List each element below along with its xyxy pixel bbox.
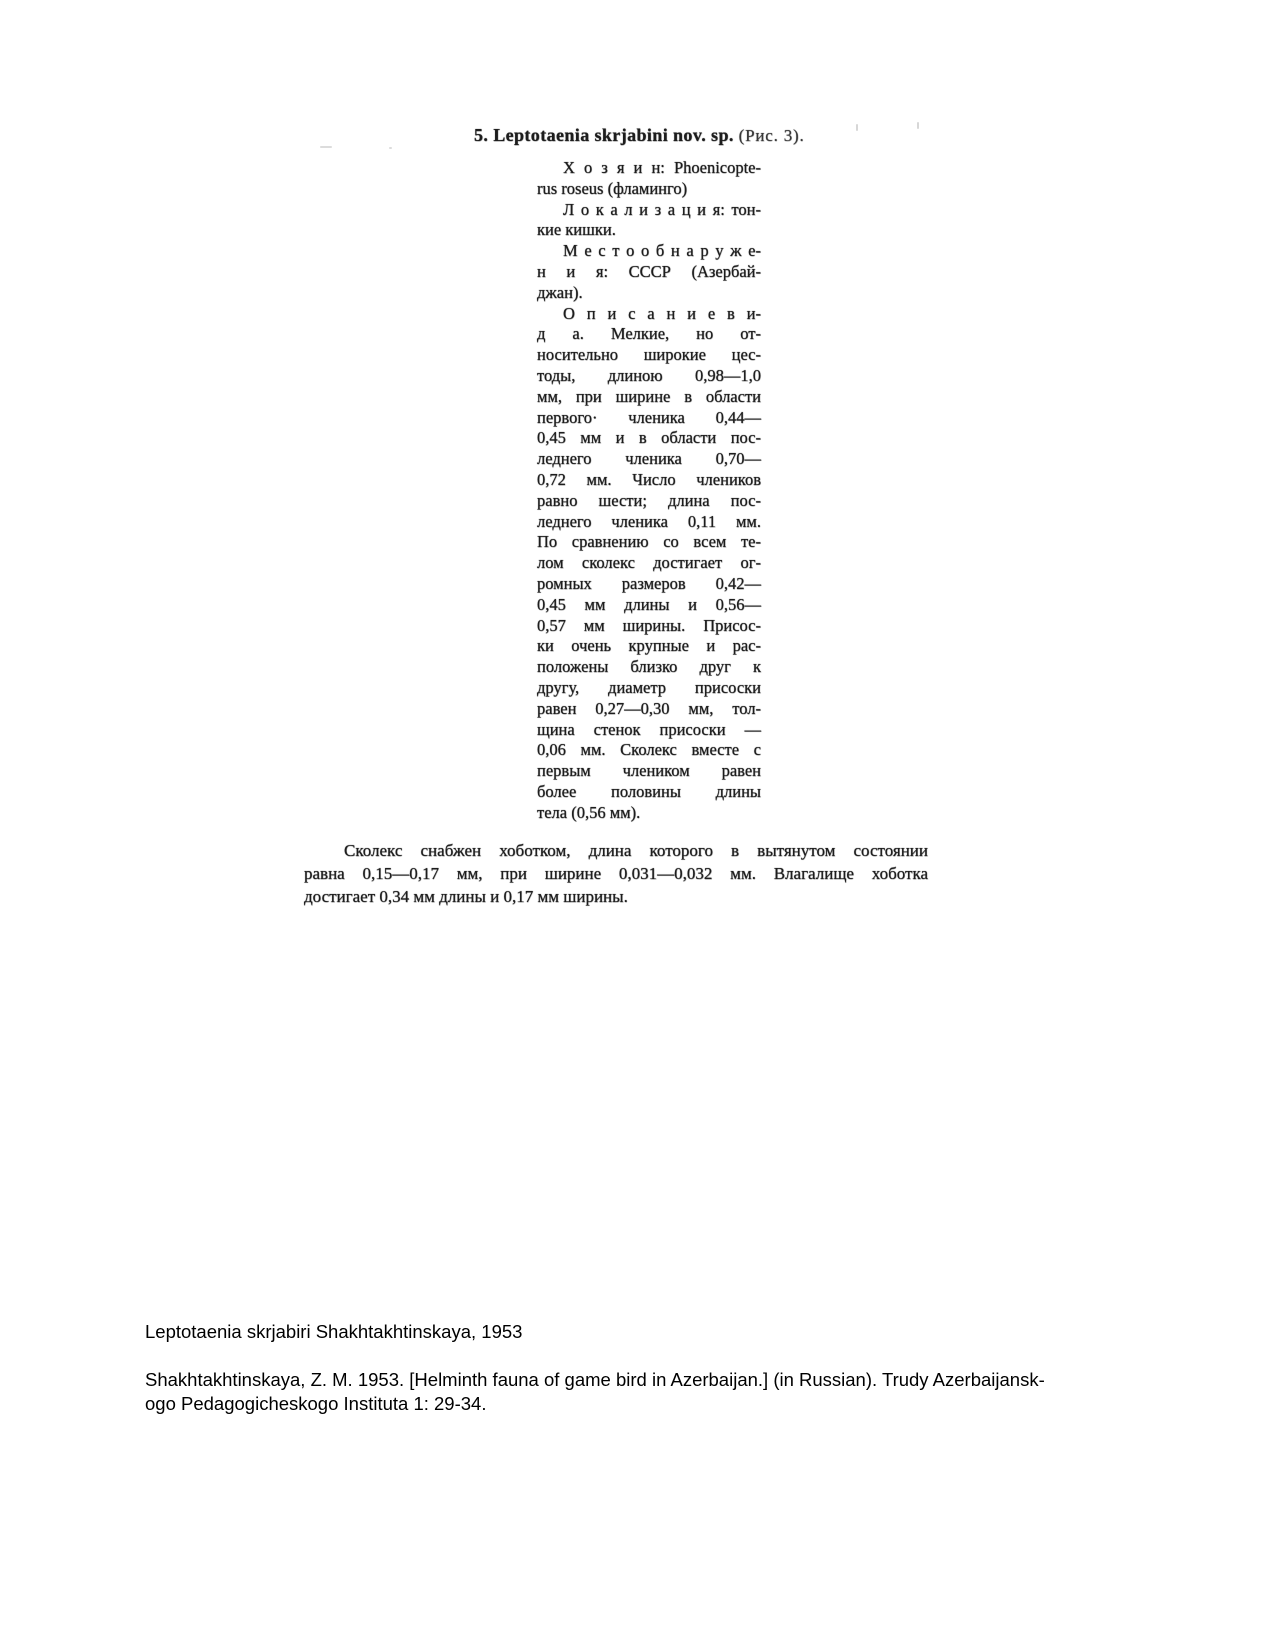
scan-artifact <box>856 124 858 131</box>
text-line: М е с т о о б н а р у ж е- <box>563 241 761 261</box>
scan-artifact <box>389 147 392 149</box>
scan-artifact <box>917 122 919 129</box>
text-line: достигает 0,34 мм длины и 0,17 мм ширины. <box>304 887 628 906</box>
figure-reference: (Рис. 3). <box>738 126 805 145</box>
text-line: леднего членика 0,11 мм. <box>537 511 761 531</box>
text-line: д а. Мелкие, но от- <box>537 324 761 344</box>
description-column <box>537 158 761 824</box>
text-line: лом сколекс достигает ог- <box>537 553 761 573</box>
text-line: н и я: СССР (Азербай- <box>537 261 761 281</box>
text-line: ки очень крупные и рас- <box>537 636 761 656</box>
text-line: Х о з я и н: Phoenicopte- <box>563 158 761 177</box>
text-line: 0,72 мм. Число члеников <box>537 469 761 489</box>
species-heading-text: 5. Leptotaenia skrjabini nov. sp. <box>474 125 734 145</box>
text-line: тела (0,56 мм). <box>537 802 641 822</box>
text-line: 0,57 мм ширины. Присос- <box>537 615 761 635</box>
text-line: равно шести; длина пос- <box>537 490 761 510</box>
species-synonym-line: Leptotaenia skrjabiri Shakhtakhtinskaya, 1953 <box>145 1321 523 1342</box>
text-line: О п и с а н и е в и- <box>563 303 761 323</box>
scolex-paragraph <box>304 839 928 908</box>
typeset-annotation <box>145 1321 1145 1415</box>
text-line: другу, диаметр присоски <box>537 677 761 697</box>
scan-artifact <box>320 146 332 148</box>
text-line: равна 0,15—0,17 мм, при ширине 0,031—0,032 мм. Влагалище хоботка <box>304 864 928 883</box>
text-line: Сколекс снабжен хоботком, длина которого в вытянутом состоянии <box>344 841 928 860</box>
text-line: тоды, длиною 0,98—1,0 <box>537 365 761 385</box>
text-line: rus roseus (фламинго) <box>537 178 688 198</box>
text-line: 0,45 мм длины и 0,56— <box>537 594 761 614</box>
text-line: равен 0,27—0,30 мм, тол- <box>537 698 761 718</box>
text-line: леднего членика 0,70— <box>537 449 761 469</box>
citation-line: ogo Pedagogicheskogo Instituta 1: 29-34. <box>145 1392 487 1414</box>
text-line: первым члеником равен <box>537 761 761 781</box>
text-line: носительно широкие цес- <box>537 345 761 365</box>
text-line: положены близко друг к <box>537 657 761 677</box>
species-heading <box>474 125 805 146</box>
text-line: Л о к а л и з а ц и я: тон- <box>563 199 761 219</box>
text-line: джан). <box>537 282 583 302</box>
text-line: более половины длины <box>537 781 761 801</box>
citation-line: Shakhtakhtinskaya, Z. M. 1953. [Helminth fauna of game bird in Azerbaijan.] (in Russian). Trudy Azerbaijansk- <box>145 1369 1045 1390</box>
text-line: мм, при ширине в области <box>537 386 761 406</box>
text-line: 0,45 мм и в области пос- <box>537 428 761 448</box>
text-line: По сравнению со всем те- <box>537 532 761 552</box>
text-line: кие кишки. <box>537 220 616 240</box>
text-line: щина стенок присоски — <box>537 719 761 739</box>
text-line: первого· членика 0,44— <box>537 407 761 427</box>
text-line: ромных размеров 0,42— <box>537 573 761 593</box>
citation-block <box>145 1368 1145 1415</box>
text-line: 0,06 мм. Сколекс вместе с <box>537 740 761 760</box>
